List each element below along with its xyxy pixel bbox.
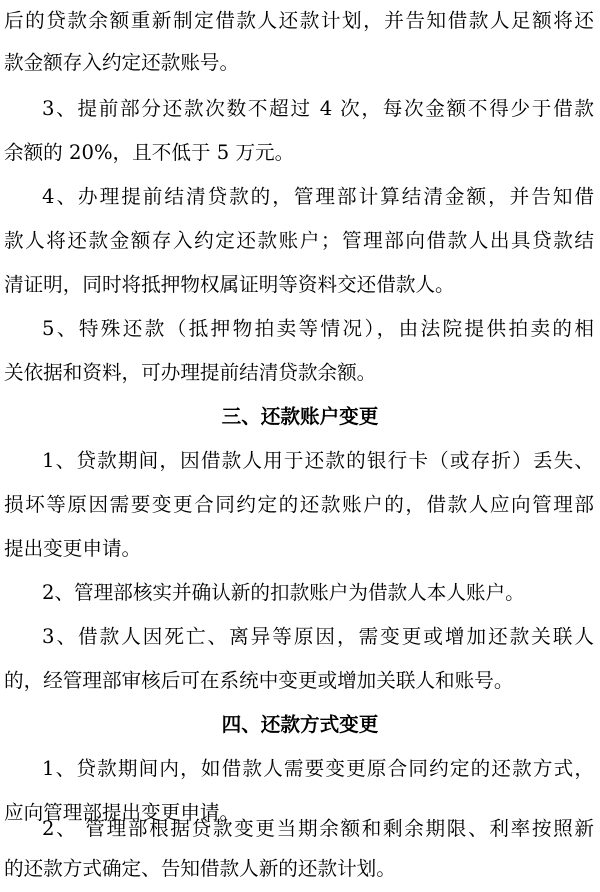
paragraph-line: 3、借款人因死亡、离异等原因，需变更或增加还款关联人 — [42, 625, 594, 648]
paragraph-line: 关依据和资料，可办理提前结清贷款余额。 — [4, 361, 377, 384]
paragraph-line: 款人将还款金额存入约定还款账户；管理部向借款人出具贷款结 — [4, 229, 594, 252]
paragraph-line: 余额的 20%，且不低于 5 万元。 — [4, 141, 295, 164]
paragraph-line: 的还款方式确定、告知借款人新的还款计划。 — [4, 857, 396, 880]
paragraph-line: 2、 管理部根据贷款变更当期余额和剩余期限、利率按照新 — [42, 817, 594, 840]
paragraph-line: 后的贷款余额重新制定借款人还款计划，并告知借款人足额将还 — [4, 9, 594, 32]
paragraph-line: 4、办理提前结清贷款的，管理部计算结清金额，并告知借 — [42, 185, 594, 208]
paragraph-line: 损坏等原因需要变更合同约定的还款账户的，借款人应向管理部 — [4, 493, 594, 516]
paragraph-line: 3、提前部分还款次数不超过 4 次，每次金额不得少于借款 — [42, 97, 594, 120]
paragraph-line: 款金额存入约定还款账号。 — [4, 51, 240, 74]
paragraph-line: 2、管理部核实并确认新的扣款账户为借款人本人账户。 — [42, 581, 525, 604]
paragraph-line: 清证明，同时将抵押物权属证明等资料交还借款人。 — [4, 273, 455, 296]
paragraph-line: 1、贷款期间内，如借款人需要变更原合同约定的还款方式， — [42, 757, 594, 780]
paragraph-line: 的，经管理部审核后可在系统中变更或增加关联人和账号。 — [4, 669, 514, 692]
paragraph-line: 5、特殊还款（抵押物拍卖等情况），由法院提供拍卖的相 — [42, 317, 594, 340]
section-heading: 三、还款账户变更 — [221, 405, 379, 428]
paragraph-line: 1、贷款期间，因借款人用于还款的银行卡（或存折）丢失、 — [42, 449, 594, 472]
paragraph-line: 提出变更申请。 — [4, 537, 142, 560]
section-heading: 四、还款方式变更 — [221, 713, 379, 736]
paragraph-line: 应向管理部提出变更申请。 — [4, 801, 240, 824]
